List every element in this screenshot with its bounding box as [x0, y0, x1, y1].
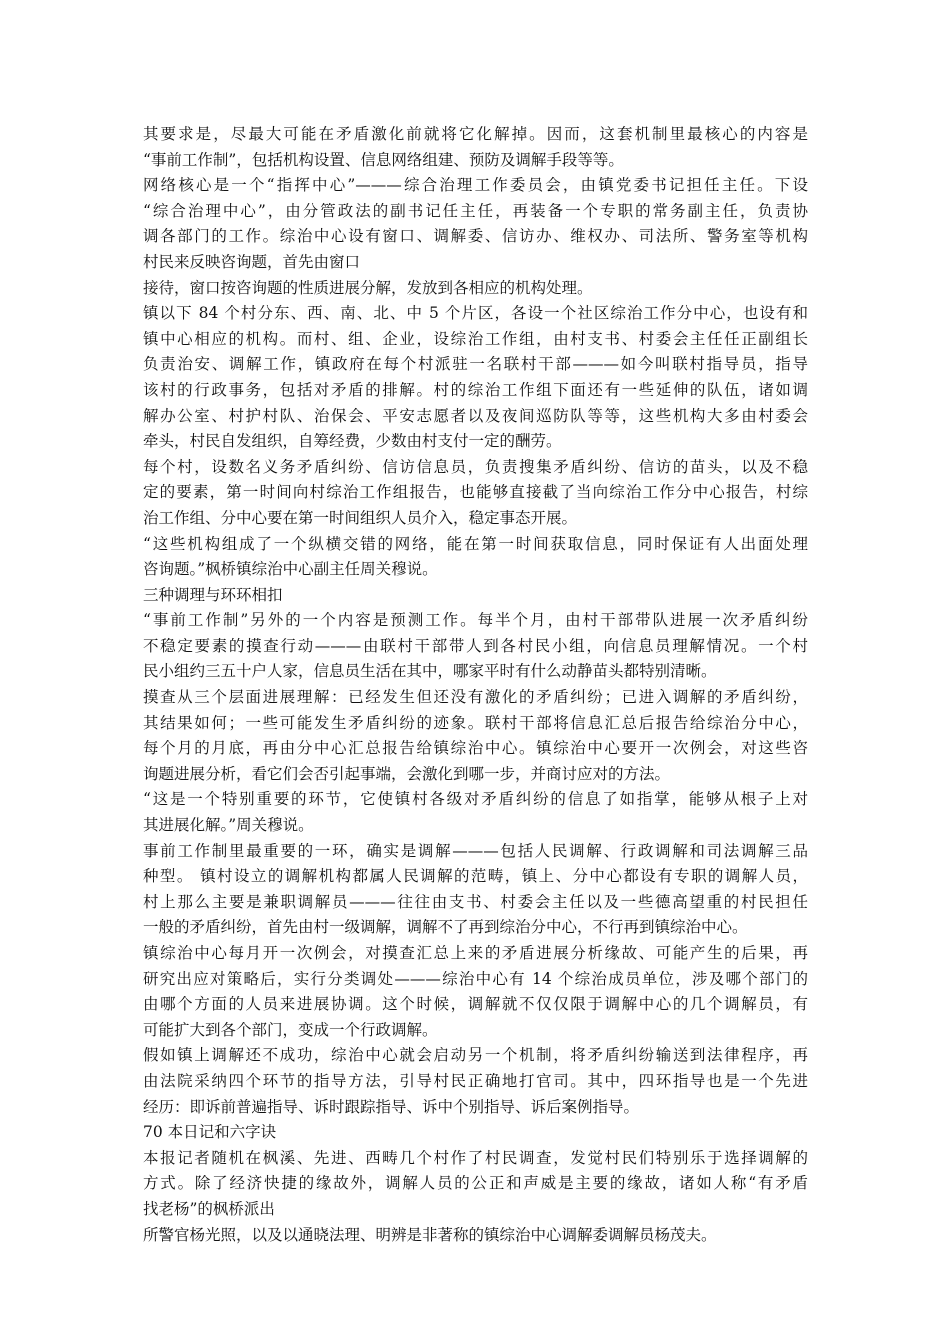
text-line: 所警官杨光照，以及以通晓法理、明辨是非著称的镇综治中心调解委调解员杨茂夫。 [143, 1225, 717, 1244]
text-line: 找老杨”的枫桥派出 [143, 1199, 275, 1218]
text-line: 村上那么主要是兼职调解员———往往由支书、村委会主任以及一些德高望重的村民担任 [143, 892, 808, 911]
text-line: 镇以下 84 个村分东、西、南、北、中 5 个片区，各设一个社区综治工作分中心，也设有和 [143, 304, 808, 323]
text-line: 每个村，设数名义务矛盾纠纷、信访信息员，负责搜集矛盾纠纷、信访的苗头，以及不稳 [143, 457, 808, 476]
text-line: 治工作组、分中心要在第一时间组织人员介入，稳定事态开展。 [143, 508, 578, 527]
text-line: 由哪个方面的人员来进展协调。这个时候，调解就不仅仅限于调解中心的几个调解员，有 [143, 995, 808, 1014]
text-line: 由法院采纳四个环节的指导方法，引导村民正确地打官司。其中，四环指导也是一个先进 [143, 1071, 808, 1090]
text-line: 事前工作制里最重要的一环，确实是调解———包括人民调解、行政调解和司法调解三品 [143, 841, 808, 860]
text-line: 负责治安、调解工作，镇政府在每个村派驻一名联村干部———如今叫联村指导员，指导 [143, 355, 808, 374]
text-line: 每个月的月底，再由分中心汇总报告给镇综治中心。镇综治中心要开一次例会，对这些咨 [143, 739, 808, 758]
text-line: “这是一个特别重要的环节，它使镇村各级对矛盾纠纷的信息了如指掌，能够从根子上对 [143, 790, 808, 809]
text-line: 网络核心是一个“指挥中心”———综合治理工作委员会，由镇党委书记担任主任。下设 [143, 176, 808, 195]
text-line: 摸查从三个层面进展理解：已经发生但还没有激化的矛盾纠纷；已进入调解的矛盾纠纷， [143, 688, 808, 707]
text-line: “事前工作制”另外的一个内容是预测工作。每半个月，由村干部带队进展一次矛盾纠纷 [143, 611, 808, 630]
text-line: 询题进展分析，看它们会否引起事端，会激化到哪一步，并商讨应对的方法。 [143, 764, 671, 783]
text-line: 牵头，村民自发组织，自筹经费，少数由村支付一定的酬劳。 [143, 432, 562, 451]
text-line: 民小组约三五十户人家，信息员生活在其中，哪家平时有什么动静苗头都特别清晰。 [143, 662, 717, 681]
text-line: 其进展化解。”周关穆说。 [143, 816, 314, 835]
text-line: 本报记者随机在枫溪、先进、西畴几个村作了村民调查，发觉村民们特别乐于选择调解的 [143, 1148, 808, 1167]
text-line: 三种调理与环环相扣 [143, 585, 283, 604]
text-line: “这些机构组成了一个纵横交错的网络，能在第一时间获取信息，同时保证有人出面处理 [143, 534, 808, 553]
text-line: 村民来反映咨询题，首先由窗口 [143, 252, 361, 271]
text-line: “综合治理中心”，由分管政法的副书记任主任，再装备一个专职的常务副主任，负责协 [143, 201, 808, 220]
text-line: 解办公室、村护村队、治保会、平安志愿者以及夜间巡防队等等，这些机构大多由村委会 [143, 406, 808, 425]
text-line: 镇中心相应的机构。而村、组、企业，设综治工作组，由村支书、村委会主任任正副组长 [143, 329, 808, 348]
text-line: 其结果如何；一些可能发生矛盾纠纷的迹象。联村干部将信息汇总后报告给综治分中心， [143, 713, 808, 732]
text-line: 调各部门的工作。综治中心设有窗口、调解委、信访办、维权办、司法所、警务室等机构 [143, 227, 808, 246]
text-line: 70 本日记和六字诀 [143, 1123, 277, 1142]
text-line: 可能扩大到各个部门，变成一个行政调解。 [143, 1020, 438, 1039]
text-line: 种型。 镇村设立的调解机构都属人民调解的范畴，镇上、分中心都设有专职的调解人员， [143, 867, 808, 886]
text-line: 接待，窗口按咨询题的性质进展分解，发放到各相应的机构处理。 [143, 278, 593, 297]
text-line: 其要求是，尽最大可能在矛盾激化前就将它化解掉。因而，这套机制里最核心的内容是 [143, 125, 808, 143]
text-line: 镇综治中心每月开一次例会，对摸查汇总上来的矛盾进展分析缘故、可能产生的后果，再 [143, 944, 808, 962]
text-line: 研究出应对策略后，实行分类调处———综治中心有 14 个综治成员单位，涉及哪个部门的 [143, 969, 808, 988]
text-line: 该村的行政事务，包括对矛盾的排解。村的综治工作组下面还有一些延伸的队伍，诸如调 [143, 380, 808, 399]
text-line: 定的要素，第一时间向村综治工作组报告，也能够直接截了当向综治工作分中心报告，村综 [143, 483, 808, 502]
text-line: 一般的矛盾纠纷，首先由村一级调解，调解不了再到综治分中心，不行再到镇综治中心。 [143, 918, 748, 937]
document-body [143, 122, 808, 1248]
text-line: 假如镇上调解还不成功，综治中心就会启动另一个机制，将矛盾纠纷输送到法律程序，再 [143, 1046, 808, 1065]
text-line: 方式。除了经济快捷的缘故外，调解人员的公正和声威是主要的缘故，诸如人称“有矛盾 [143, 1174, 808, 1193]
text-line: 不稳定要素的摸查行动———由联村干部带人到各村民小组，向信息员理解情况。一个村 [143, 636, 808, 655]
text-line: “事前工作制”，包括机构设置、信息网络组建、预防及调解手段等等。 [143, 150, 624, 169]
text-line: 咨询题。”枫桥镇综治中心副主任周关穆说。 [143, 560, 438, 579]
text-line: 经历：即诉前普遍指导、诉时跟踪指导、诉中个别指导、诉后案例指导。 [143, 1097, 640, 1116]
